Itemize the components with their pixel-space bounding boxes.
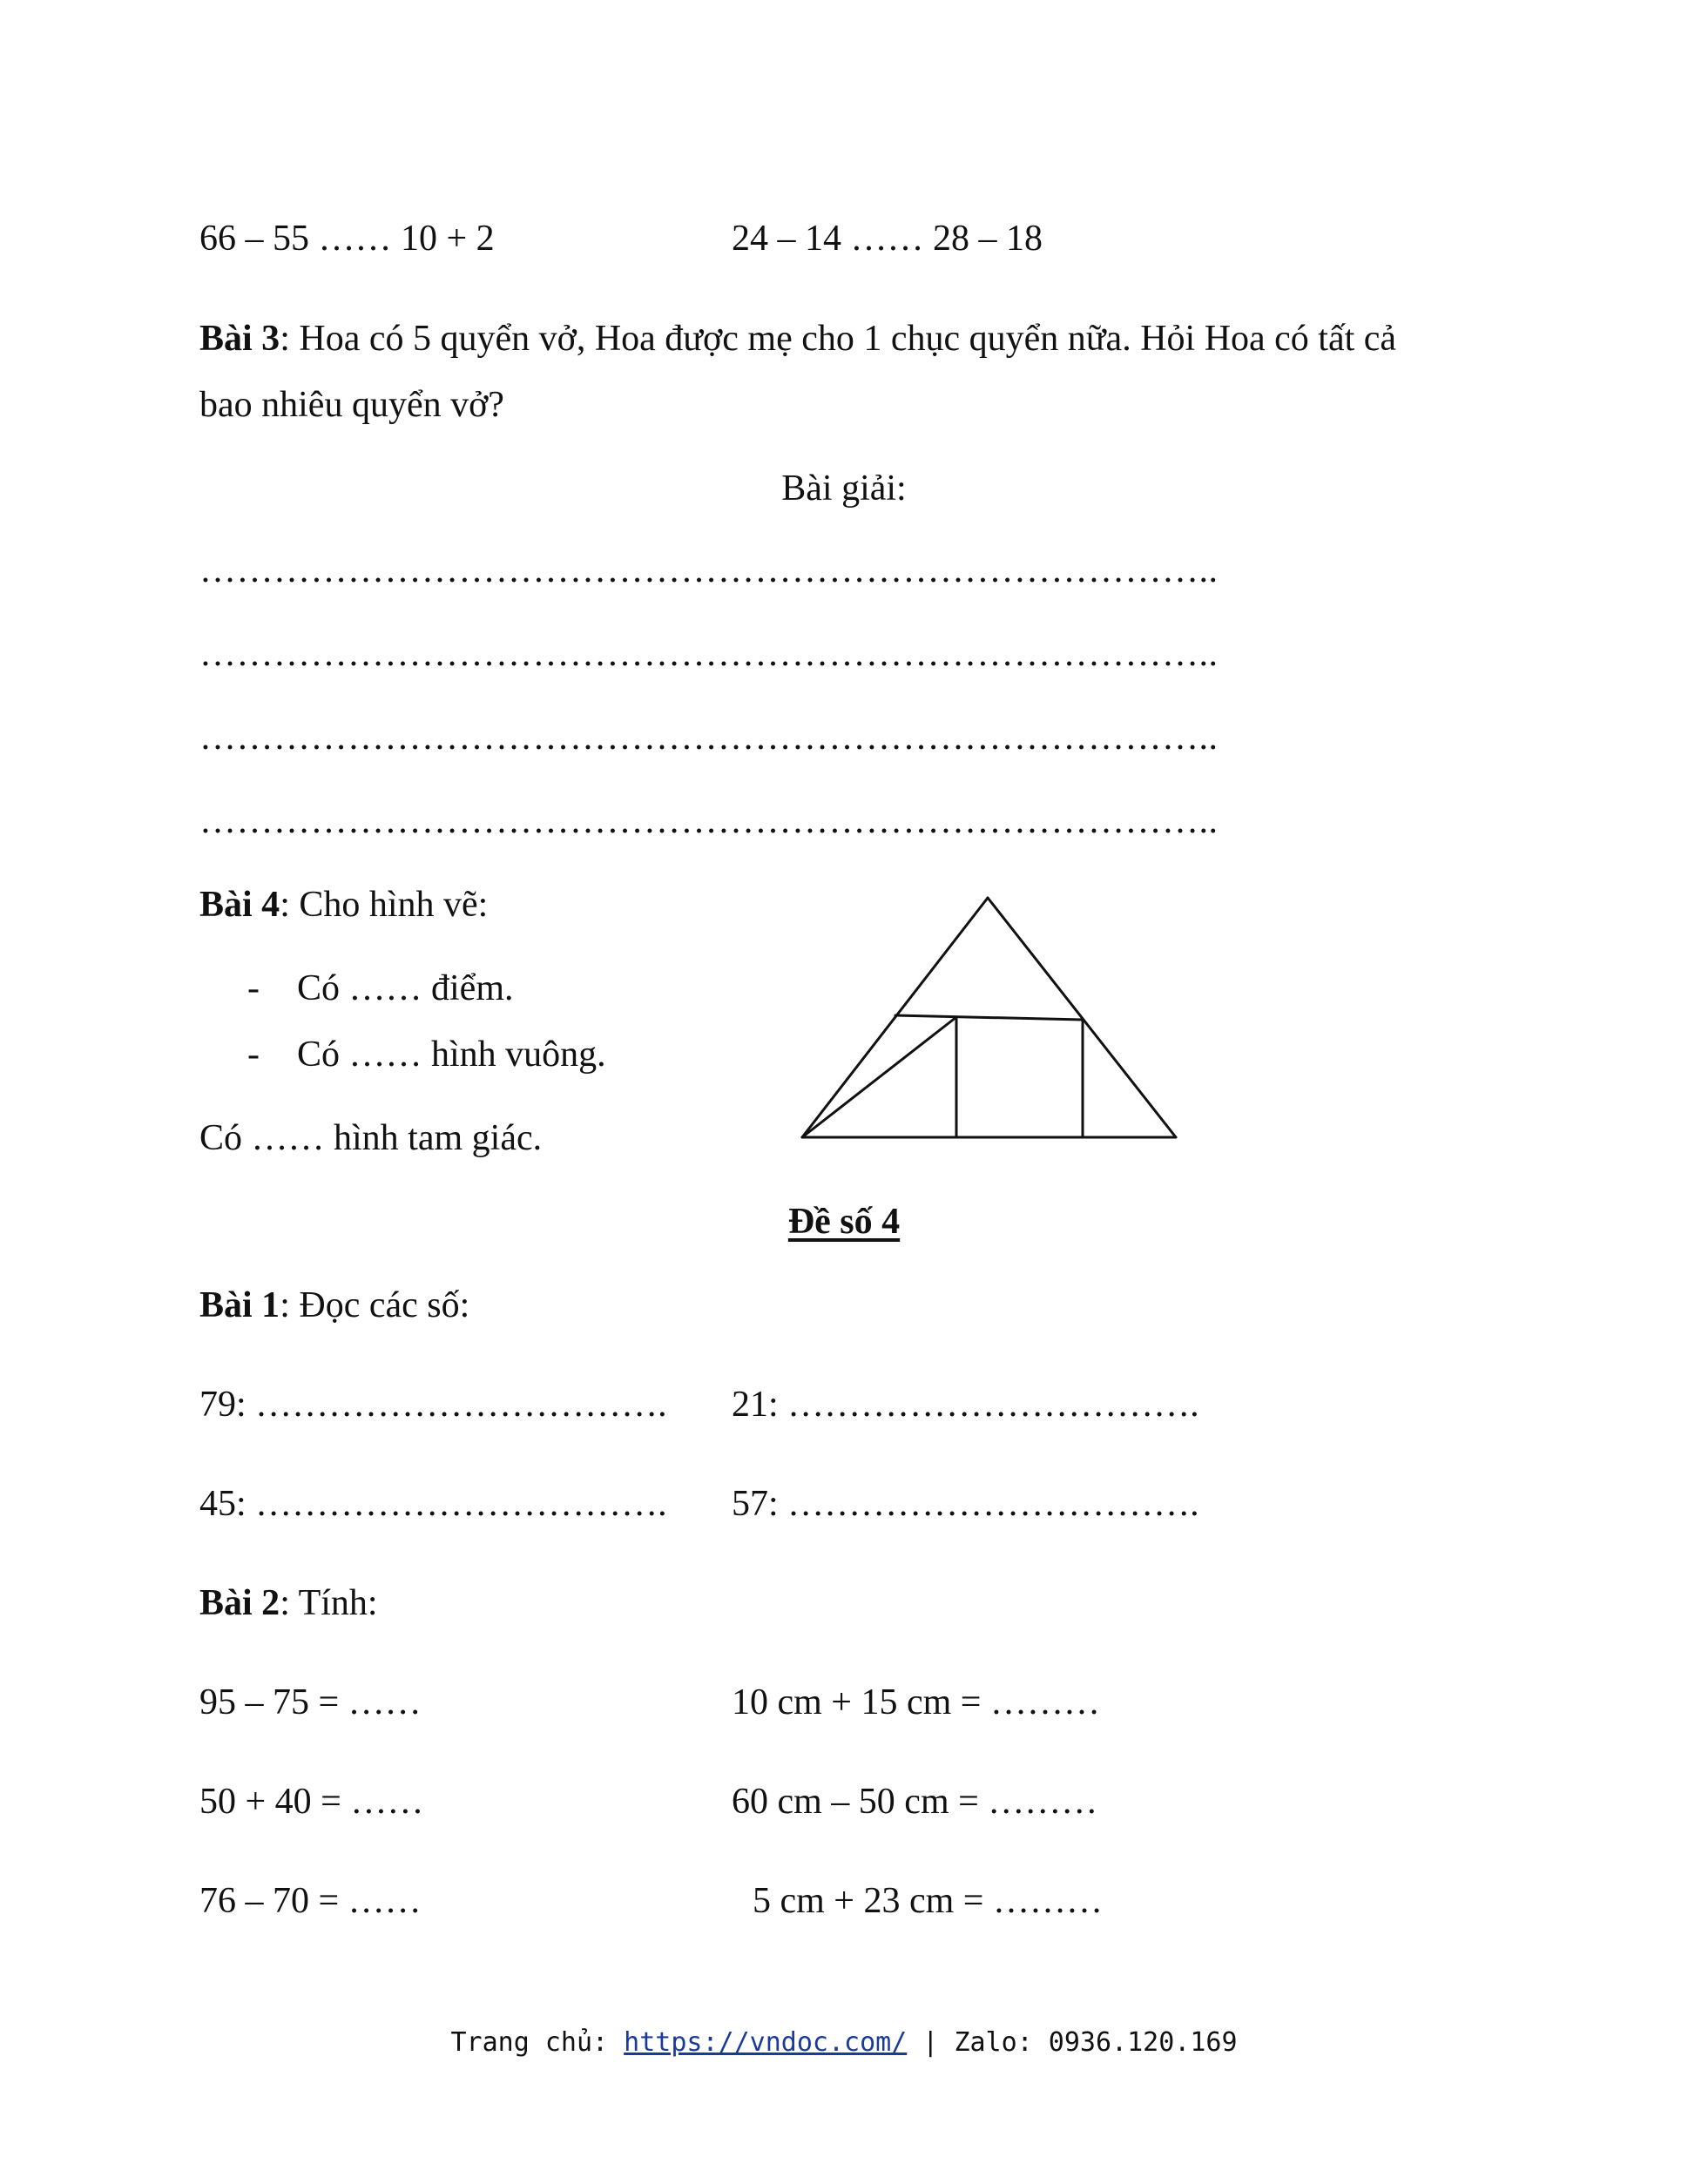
footer-zalo: Zalo: 0936.120.169 [954, 2027, 1238, 2058]
bai1-label: Bài 1 [199, 1285, 280, 1325]
read-number-item: 57: ……………………………. [732, 1484, 1199, 1524]
bai4-last-line: Có …… hình tam giác. [199, 1118, 543, 1158]
bai3-text: : Hoa có 5 quyển vở, Hoa được mẹ cho 1 chục quyển nữa. Hỏi Hoa có tất cả [280, 319, 1397, 359]
bai2-text: : Tính: [280, 1583, 378, 1623]
bai4-text: : Cho hình vẽ: [280, 885, 489, 925]
answer-line: ……………………………………………………………………….. [199, 718, 1219, 758]
bai4-item-points: Có …… điểm. [297, 968, 514, 1008]
bai2-label: Bài 2 [199, 1583, 280, 1623]
calc-item: 10 cm + 15 cm = ……… [732, 1682, 1100, 1722]
read-number-item: 79: ……………………………. [199, 1385, 667, 1425]
read-number-item: 21: ……………………………. [732, 1385, 1199, 1425]
footer [0, 2027, 1688, 2058]
answer-line: ……………………………………………………………………….. [199, 550, 1219, 590]
calc-item: 95 – 75 = …… [199, 1682, 422, 1722]
answer-line: ……………………………………………………………………….. [199, 801, 1219, 841]
calc-item: 60 cm – 50 cm = ……… [732, 1782, 1098, 1822]
section-title-wrap [0, 1203, 1688, 1240]
read-number-item: 45: ……………………………. [199, 1484, 667, 1524]
bullet-marker: - [247, 968, 260, 1008]
inner-diagonal [802, 1017, 956, 1137]
bai4-item-squares: Có …… hình vuông. [297, 1035, 606, 1075]
comparison-right: 24 – 14 …… 28 – 18 [732, 219, 1043, 259]
footer-prefix: Trang chủ: [450, 2027, 625, 2058]
bai4-label: Bài 4 [199, 885, 280, 925]
calc-item: 50 + 40 = …… [199, 1782, 424, 1822]
bai1-heading [199, 1287, 469, 1324]
bai3-line2: bao nhiêu quyển vở? [199, 385, 504, 425]
bai3-label: Bài 3 [199, 319, 280, 359]
bai2-heading [199, 1585, 378, 1621]
comparison-left: 66 – 55 …… 10 + 2 [199, 219, 495, 259]
footer-separator: | [907, 2027, 955, 2058]
bai1-text: : Đọc các số: [280, 1285, 470, 1325]
answer-line: ……………………………………………………………………….. [199, 634, 1219, 674]
footer-link[interactable]: https://vndoc.com/ [624, 2027, 908, 2058]
section-title: Đề số 4 [787, 1202, 901, 1242]
calc-item: 5 cm + 23 cm = ……… [753, 1881, 1103, 1921]
bullet-marker: - [247, 1035, 260, 1075]
inner-top-line [895, 1015, 1083, 1020]
calc-item: 76 – 70 = …… [199, 1881, 422, 1921]
solution-heading: Bài giải: [781, 468, 907, 509]
